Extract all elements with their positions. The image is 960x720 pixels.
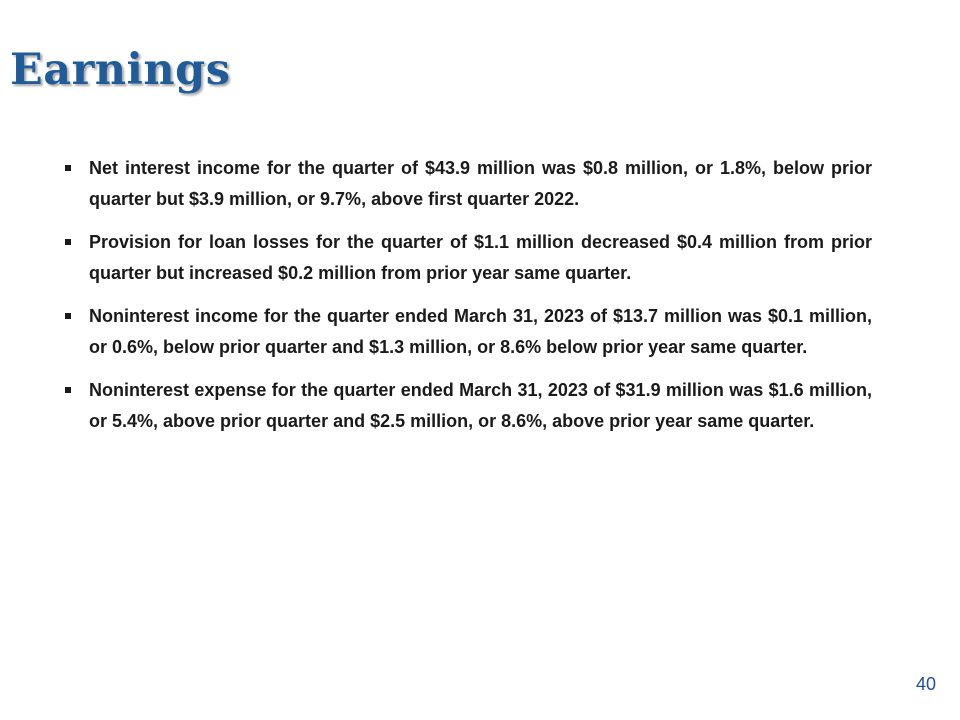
square-bullet-icon	[65, 313, 71, 319]
page-number: 40	[915, 674, 936, 694]
square-bullet-icon	[65, 387, 71, 393]
bullet-list	[62, 153, 872, 449]
bullet-text: Noninterest income for the quarter ended March 31, 2023 of $13.7 million was $0.1 million, or 0.6%, below prior quarter and $1.3 million, or 8.6% below prior year same quarter.	[89, 306, 872, 357]
bullet-text: Net interest income for the quarter of $43.9 million was $0.8 million, or 1.8%, below prior quarter but $3.9 million, or 9.7%, above first quarter 2022.	[89, 158, 872, 209]
bullet-item-noninterest-income	[62, 301, 872, 363]
bullet-text: Provision for loan losses for the quarter of $1.1 million decreased $0.4 million from prior quarter but increased $0.2 million from prior year same quarter.	[89, 232, 872, 283]
bullet-item-net-interest-income	[62, 153, 872, 215]
square-bullet-icon	[65, 239, 71, 245]
square-bullet-icon	[65, 165, 71, 171]
slide-title: Earnings	[10, 45, 231, 95]
bullet-text: Noninterest expense for the quarter ended March 31, 2023 of $31.9 million was $1.6 million, or 5.4%, above prior quarter and $2.5 million, or 8.6%, above prior year same quarter.	[89, 380, 872, 431]
bullet-item-noninterest-expense	[62, 375, 872, 437]
bullet-item-provision-loan-losses	[62, 227, 872, 289]
